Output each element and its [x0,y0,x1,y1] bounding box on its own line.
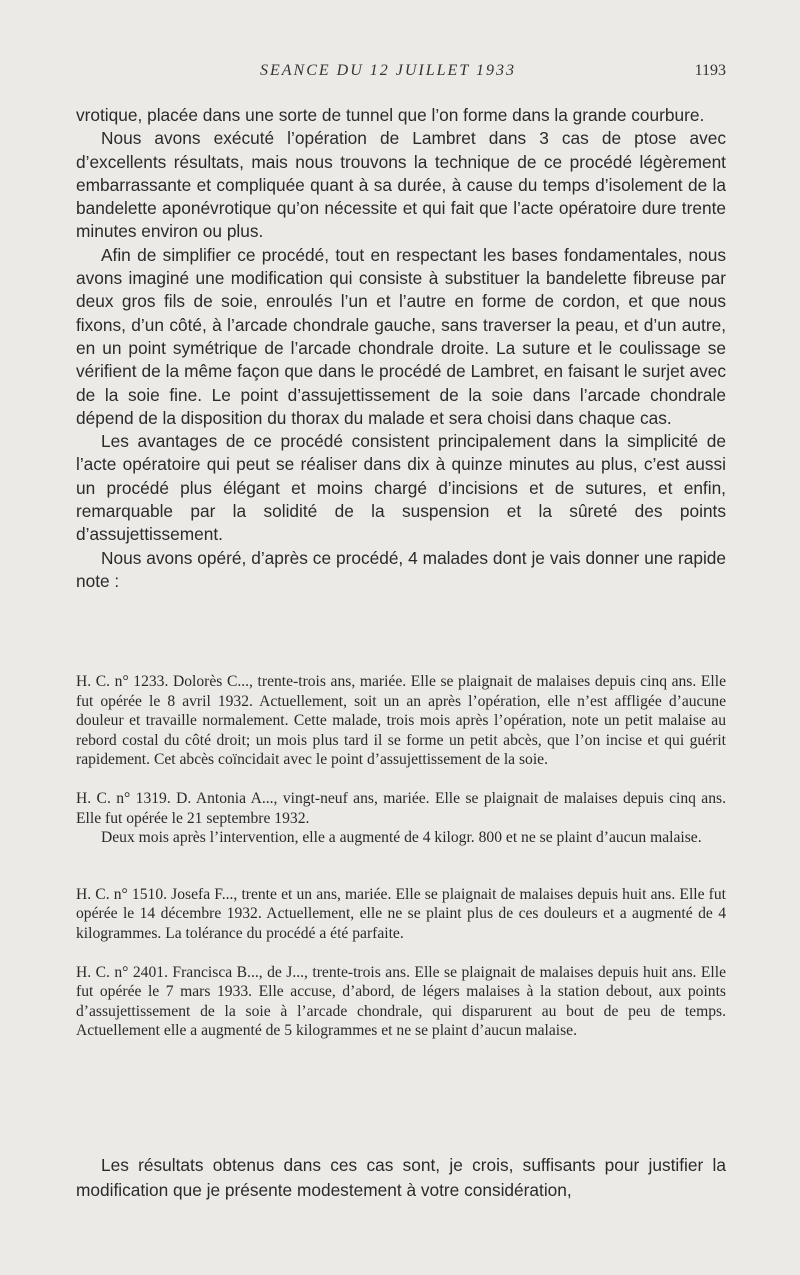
case-notes [76,672,726,1041]
running-head: SEANCE DU 12 JUILLET 1933 [260,62,516,79]
case-note [76,963,726,1041]
page-number: 1193 [694,62,726,79]
case-text: H. C. n° 2401. Francisca B..., de J..., trente-trois ans. Elle se plaignait de malaises depuis huit ans. Elle fut opérée le 7 mars 1933. Elle accuse, d’abord, de légers malaises à la station debout, aux points d’assujettissement de la soie à l’arcade chondrale, qui disparurent au bout de peu de temps. Actuellement elle a augmenté de 5 kilogrammes et ne se plaint d’aucun malaise. [76,963,726,1040]
case-text: H. C. n° 1510. Josefa F..., trente et un ans, mariée. Elle se plaignait de malaises depuis huit ans. Elle fut opérée le 14 décembre 1932. Actuellement, elle ne se plaint plus de ces douleurs et a augmenté de 4 kilogrammes. La tolérance du procédé a été parfaite. [76,885,726,942]
case-note [76,789,726,848]
paragraph: Les avantages de ce procédé consistent principalement dans la simplicité de l’acte opératoire qui peut se réaliser dans dix à quinze minutes au plus, c’est aussi un procédé plus élégant et moins chargé d’incisions et de sutures, et enfin, remarquable par la solidité de la suspension et la sûreté des points d’assujettissement. [76,431,726,545]
case-note [76,672,726,770]
paragraph-continuation: vrotique, placée dans une sorte de tunnel que l’on forme dans la grande courbure. [76,105,705,125]
paragraph: Nous avons opéré, d’après ce procédé, 4 malades dont je vais donner une rapide note : [76,547,726,591]
body-text [76,104,726,593]
case-followup: Deux mois après l’intervention, elle a augmenté de 4 kilogr. 800 et ne se plaint d’aucun malaise. [101,829,702,847]
paragraph: Les résultats obtenus dans ces cas sont, je crois, suffisants pour justifier la modification que je présente modestement à votre considération, [76,1155,726,1200]
paragraph: Afin de simplifier ce procédé, tout en respectant les bases fondamentales, nous avons imaginé une modification qui consiste à substituer la bandelette fibreuse par deux gros fils de soie, enroulés l’un et l’autre en forme de cordon, et que nous fixons, d’un côté, à l’arcade chondrale gauche, sans traverser la peau, et d’un autre, en un point symétrique de l’arcade chondrale droite. La suture et le coulissage se vérifient de la même façon que dans le procédé de Lambret, en faisant le surjet avec de la soie fine. Le point d’assujettissement de la soie dans l’arcade chondrale dépend de la disposition du thorax du malade et sera choisi dans chaque cas. [76,244,726,428]
conclusion [76,1153,726,1203]
case-text: H. C. n° 1319. D. Antonia A..., vingt-neuf ans, mariée. Elle se plaignait de malaises depuis cinq ans. Elle fut opérée le 21 septembre 1932. [76,789,726,827]
case-text: H. C. n° 1233. Dolorès C..., trente-trois ans, mariée. Elle se plaignait de malaises depuis cinq ans. Elle fut opérée le 8 avril 1932. Actuellement, soit un an après l’opération, elle n’est affligée d’aucune douleur et travaille normalement. Cette malade, trois mois après l’opération, note un petit malaise au rebord costal du côté droit; un mois plus tard il se forme un petit abcès, que l’on incise et qui guérit rapidement. Cet abcès coïncidait avec le point d’assujettissement de la soie. [76,673,726,769]
page-header [76,62,726,84]
case-note [76,885,726,944]
paragraph: Nous avons exécuté l’opération de Lambret dans 3 cas de ptose avec d’excellents résultats, mais nous trouvons la technique de ce procédé légèrement embarrassante et compliquée quant à sa durée, à cause du temps d’isolement de la bandelette aponévrotique qu’on nécessite et qui fait que l’acte opératoire dure trente minutes environ ou plus. [76,128,726,242]
